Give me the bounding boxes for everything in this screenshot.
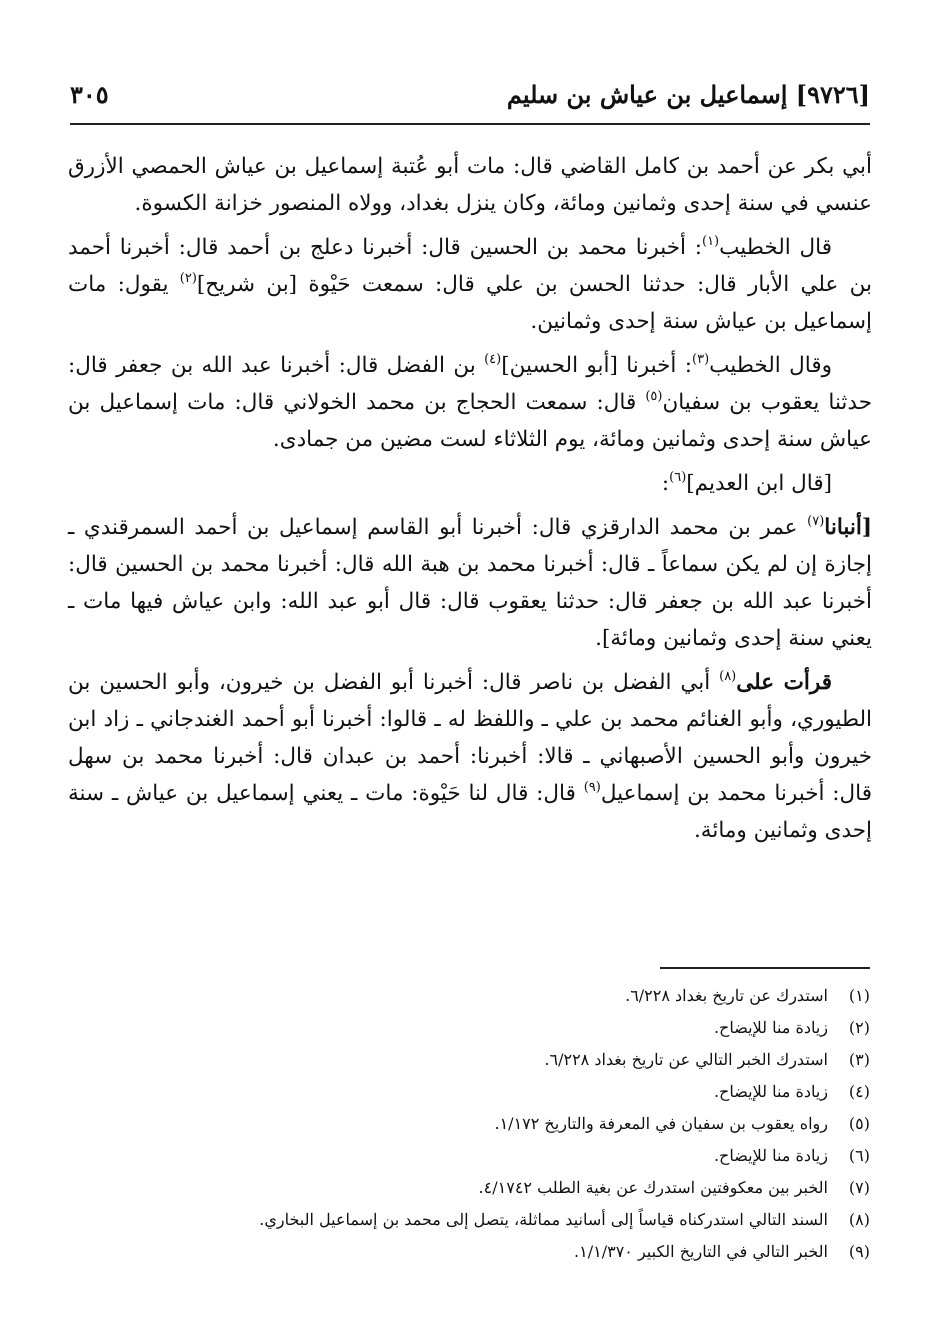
- footnote-item: [70, 980, 870, 1012]
- paragraph-3-part-c: بن الفضل قال: أخبرنا عبد الله بن جعفر قال: حدثنا يعقوب بن سفيان: [68, 353, 872, 415]
- header-rule: [70, 123, 870, 125]
- footnote-item: [70, 1172, 870, 1204]
- footnote-text: زيادة منا للإيضاح.: [713, 1018, 828, 1037]
- footnote-text: السند التالي استدركناه قياساً إلى أسانيد مماثلة، يتصل إلى محمد بن إسماعيل البخاري.: [259, 1210, 828, 1229]
- paragraph-2-part-c: يقول: مات إسماعيل بن عياش سنة إحدى وثمانين.: [68, 272, 872, 334]
- footnote-number: (٦): [848, 1146, 870, 1165]
- paragraph-3-part-a: وقال الخطيب: [709, 353, 832, 378]
- footnote-number: (٨): [848, 1210, 870, 1229]
- running-header: [70, 80, 870, 122]
- footnote-item: [70, 1012, 870, 1044]
- paragraph-3-part-d: قال: سمعت الحجاج بن محمد الخولاني قال: مات إسماعيل بن عياش سنة إحدى وثمانين ومائة، يوم الثلاثاء لست مضين من جمادى.: [68, 390, 872, 452]
- paragraph-6: [68, 664, 872, 849]
- paragraph-3: [68, 347, 872, 458]
- footnote-ref-5[interactable]: (٥): [645, 389, 663, 404]
- footnote-ref-9[interactable]: (٩): [583, 780, 601, 795]
- footnote-number: (١): [848, 986, 870, 1005]
- footnote-number: (٩): [848, 1242, 870, 1261]
- paragraph-3-part-b: : أخبرنا [أبو الحسين]: [501, 353, 692, 378]
- footnote-ref-3[interactable]: (٣): [692, 352, 710, 367]
- footnote-ref-1[interactable]: (١): [701, 234, 720, 249]
- footnote-text: رواه يعقوب بن سفيان في المعرفة والتاريخ ١/١٧٢.: [494, 1114, 828, 1133]
- footnote-number: (٢): [848, 1018, 870, 1037]
- footnote-number: (٤): [848, 1082, 870, 1101]
- paragraph-5-lead: [أنبانا: [824, 515, 872, 540]
- paragraph-6-lead: قرأت على: [736, 670, 832, 695]
- footnote-ref-7[interactable]: (٧): [807, 514, 825, 529]
- footnote-number: (٥): [848, 1114, 870, 1133]
- paragraph-2-part-a: قال الخطيب: [719, 235, 832, 260]
- footnote-ref-6[interactable]: (٦): [669, 470, 687, 485]
- paragraph-2: [68, 229, 872, 340]
- paragraph-1: أبي بكر عن أحمد بن كامل القاضي قال: مات أبو عُتبة إسماعيل بن عياش الحمصي الأزرق عنسي في سنة إحدى وثمانين ومائة، وكان ينزل بغداد، وولاه المنصور خزانة الكسوة.: [68, 154, 872, 216]
- footnote-item: [70, 1044, 870, 1076]
- footnote-item: [70, 1236, 870, 1268]
- footnote-text: استدرك عن تاريخ بغداد ٦/٢٢٨.: [625, 986, 828, 1005]
- running-header-title: [٩٧٢٦] إسماعيل بن عياش بن سليم: [506, 80, 870, 109]
- footnote-ref-2[interactable]: (٢): [179, 271, 197, 286]
- footnote-text: استدرك الخبر التالي عن تاريخ بغداد ٦/٢٢٨.: [544, 1050, 828, 1069]
- footnote-item: [70, 1108, 870, 1140]
- footnote-number: (٣): [848, 1050, 870, 1069]
- footnote-separator: [660, 967, 870, 969]
- footnotes: [70, 980, 870, 1268]
- footnote-item: [70, 1204, 870, 1236]
- footnote-text: الخبر بين معكوفتين استدرك عن بغية الطلب ٤/١٧٤٢.: [478, 1178, 828, 1197]
- footnote-number: (٧): [848, 1178, 870, 1197]
- footnote-text: زيادة منا للإيضاح.: [713, 1146, 828, 1165]
- paragraph-4-part-b: :: [661, 471, 670, 496]
- footnote-text: الخبر التالي في التاريخ الكبير ١/١/٣٧٠.: [574, 1242, 828, 1261]
- paragraph-2-part-b: : أخبرنا محمد بن الحسين قال: أخبرنا دعلج بن أحمد قال: أخبرنا أحمد بن علي الأبار قال: حدثنا الحسن بن علي قال: سمعت حَيْوة [بن شريح]: [68, 235, 872, 297]
- footnote-ref-4[interactable]: (٤): [484, 352, 502, 367]
- paragraph-6-part-c: قال: قال لنا حَيْوة: مات ـ يعني إسماعيل بن عياش ـ سنة إحدى وثمانين ومائة.: [68, 781, 872, 843]
- footnote-text: زيادة منا للإيضاح.: [713, 1082, 828, 1101]
- footnote-item: [70, 1076, 870, 1108]
- paragraph-6-part-b: أبي الفضل بن ناصر قال: أخبرنا أبو الفضل بن خيرون، وأبو الحسين بن الطيوري، وأبو الغنائم محمد بن علي ـ واللفظ له ـ قالوا: أخبرنا أبو أحمد الغندجاني ـ زاد ابن خيرون وأبو الحسين الأصبهاني ـ قالا: أخبرنا: أحمد بن عبدان قال: أخبرنا محمد بن سهل قال: أخبرنا محمد بن إسماعيل: [68, 670, 872, 806]
- paragraph-5: [68, 509, 872, 657]
- page-number: ٣٠٥: [70, 80, 109, 109]
- footnote-item: [70, 1140, 870, 1172]
- paragraph-4-part-a: [قال ابن العديم]: [686, 471, 832, 496]
- main-text: [68, 148, 872, 856]
- footnote-ref-8[interactable]: (٨): [719, 669, 737, 684]
- paragraph-5-part-b: عمر بن محمد الدارقزي قال: أخبرنا أبو القاسم إسماعيل بن أحمد السمرقندي ـ إجازة إن لم يكن سماعاً ـ قال: أخبرنا محمد بن هبة الله قال: أخبرنا محمد بن الحسين قال: أخبرنا عبد الله بن جعفر قال: حدثنا يعقوب قال: قال أبو عبد الله: وابن عياش فيها مات ـ يعني سنة إحدى وثمانين ومائة].: [68, 515, 872, 651]
- paragraph-4: [68, 465, 872, 502]
